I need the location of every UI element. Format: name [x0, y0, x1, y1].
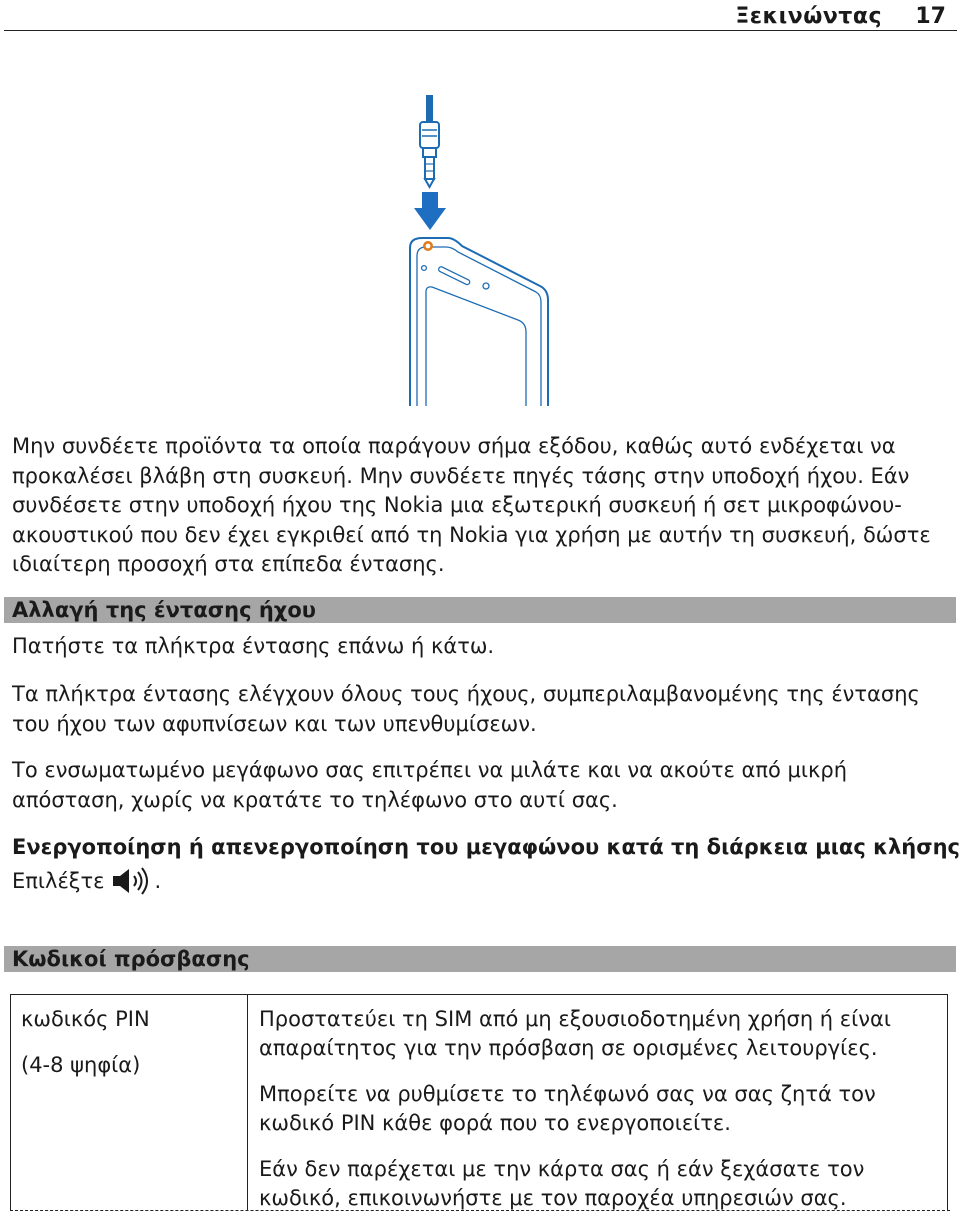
pin-description-1: Προστατεύει τη SIM από μη εξουσιοδοτημένη χρήση ή είναι απαραίτητος για την πρόσβαση σε ορισμένες λειτουργίες. — [259, 1007, 891, 1060]
pin-code-digits: (4-8 ψηφία) — [21, 1053, 141, 1077]
headset-connection-illustration — [400, 90, 560, 410]
headset-connector-icon — [420, 95, 439, 187]
down-arrow-icon — [414, 192, 446, 230]
table-row-pin-description — [259, 1005, 939, 1230]
speaker-toggle-heading: Ενεργοποίηση ή απενεργοποίηση του μεγαφώνου κατά τη διάρκεια μιας κλήσης — [12, 835, 960, 859]
select-suffix: . — [154, 868, 162, 893]
table-column-divider — [247, 995, 248, 1211]
pin-description-2: Μπορείτε να ρυθμίσετε το τηλέφωνό σας να σας ζητά τον κωδικό PIN κάθε φορά που το ενεργοποιείτε. — [259, 1082, 876, 1135]
page-header — [0, 0, 960, 34]
volume-instruction: Πατήστε τα πλήκτρα έντασης επάνω ή κάτω. — [12, 634, 495, 658]
select-speaker-line — [12, 866, 161, 896]
warning-paragraph: Μην συνδέετε προϊόντα τα οποία παράγουν σήμα εξόδου, καθώς αυτό ενδέχεται να προκαλέσει βλάβη στη συσκευή. Μην συνδέετε πηγές τάσης στην υποδοχή ήχου. Εάν συνδέσετε στην υποδοχή ήχου της Nokia μια εξωτερική συσκευή ή σετ μικροφώνου-ακουστικού που δεν έχει εγκριθεί από τη Nokia για χρήση με αυτήν τη συσκευή, δώστε ιδιαίτερη προσοχή στα επίπεδα έντασης. — [12, 434, 931, 576]
section-title-volume: Αλλαγή της έντασης ήχου — [12, 598, 316, 622]
speaker-paragraph: Το ενσωματωμένο μεγάφωνο σας επιτρέπει να μιλάτε και να ακούτε από μικρή απόσταση, χωρίς να κρατάτε το τηλέφωνο στο αυτί σας. — [12, 758, 848, 812]
page-number: 17 — [915, 4, 946, 29]
table-row-pin-label — [21, 1005, 241, 1097]
speaker-icon — [109, 866, 155, 896]
phone-top-edge-icon — [410, 238, 548, 406]
section-title-codes: Κωδικοί πρόσβασης — [12, 947, 250, 971]
header-divider — [4, 30, 957, 31]
table-continuation-line — [10, 1210, 950, 1211]
chapter-title: Ξεκινώντας — [735, 4, 882, 29]
pin-description-3: Εάν δεν παρέχεται με την κάρτα σας ή εάν ξεχάσατε τον κωδικό, επικοινωνήστε με τον παροχέα υπηρεσιών σας. — [259, 1157, 865, 1210]
volume-keys-paragraph: Τα πλήκτρα έντασης ελέγχουν όλους τους ήχους, συμπεριλαμβανομένης της έντασης του ήχου των αφυπνίσεων και των υπενθυμίσεων. — [12, 682, 920, 736]
access-codes-table — [10, 994, 948, 1211]
pin-code-name: κωδικός PIN — [21, 1007, 150, 1031]
select-prefix: Επιλέξτε — [12, 868, 105, 893]
